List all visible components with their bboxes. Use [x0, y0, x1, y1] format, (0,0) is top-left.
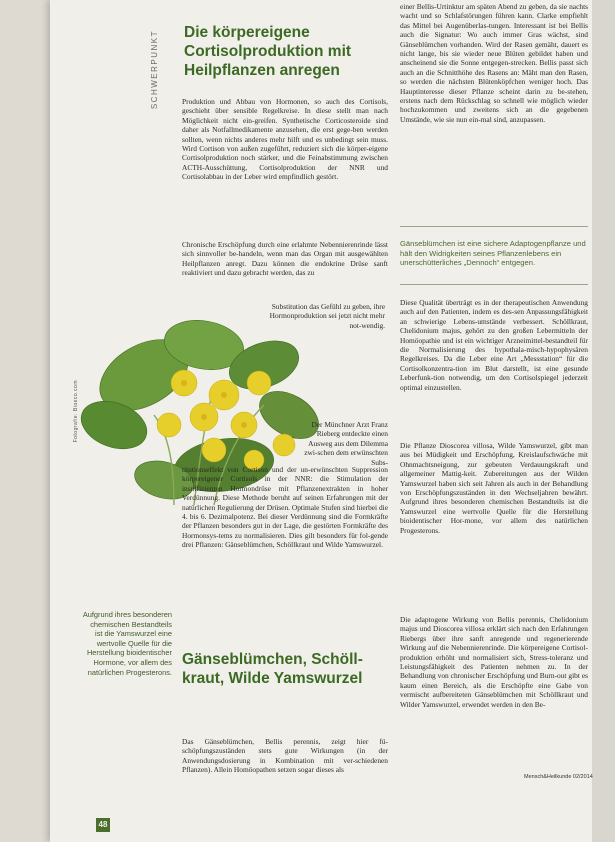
col1-paragraph-2: Chronische Erschöpfung durch eine erlahmte Nebennierenrinde lässt sich sinnvoller be-handeln, wenn man das Organ mit ausgewählten Heilpflanzen anregt. Dazu können die endokrine Drüse sanft reaktiviert und dazu gebracht werden, das zu [182, 240, 388, 278]
pull-quote: Gänseblümchen ist eine sichere Adaptogenpflanze und hält den Widrigkeiten seines Pflanzenlebens ein unerschütterliches „Dennoch“ entgegen. [400, 239, 586, 268]
article-subtitle: Gänseblümchen, Schöll-kraut, Wilde Yamswurzel [182, 651, 363, 687]
col2-paragraph-3: Die Pflanze Dioscorea villosa, Wilde Yamswurzel, gibt man aus bei Müdigkeit und Erschöpfung, Kreislaufschwäche mit Ohnmachtsneigung, zur gebeuten Verdauungskraft und allgemeiner Mattig-keit. Zubereitungen aus der Wilden Yamswurzel haben sich seit Jahren als auch in der Behandlung von Erschöpfungszuständen in den Wechseljahren bewährt. Aufgrund ihres besonderen chemischen Bestandteils ist die Yamswurzel eine wertvolle Quelle für die Herstellung bioidentischer Hor-mone, vor allem des natürlichen Progesterons. [400, 441, 588, 535]
page-number: 48 [96, 818, 110, 832]
col2-paragraph-2: Diese Qualität überträgt es in der therapeutischen Anwendung auch auf den Patienten, indem es des-sen Anpassungsfähigkeit an schwierige Lebens-umstände verbessert. Schöllkraut, Chelidonium majus, gehört zu den großen Lebermitteln der Homöopathie und ist ein wichtiger Arzneimittel-bestandteil für die Normalisierung des hypothala-misch-hypophysären Regelkreises. Da die Leber eine Art „Messstation“ für die Cortisolkonzentra-tion im Blut darstellt, ist eine gesunde Leberfunk-tion notwendig, um den Cortisolspiegel jederzeit optimal einzustellen. [400, 298, 588, 392]
quote-rule-bottom [400, 284, 588, 285]
article-title: Die körpereigene Cortisolproduktion mit Heilpflanzen anregen [184, 24, 352, 79]
col1-paragraph-6: Das Gänseblümchen, Bellis perennis, zeigt hier fü-schöpfungszuständen stets gute Wirkungen (in der Anwendungsdosierung in Kombination mit ver-schiedenen Pflanzen). Allein Homöopathen setzen sogar dieses als [182, 737, 388, 775]
col2-paragraph-4: Die adaptogene Wirkung von Bellis perennis, Chelidonium majus und Dioscorea villosa erklärt sich nach den Erfahrungen Riebergs über ihre sanft anregende und regenerierende Wirkung auf die Nebennierenrinde. Die körpereigene Cortisol-produktion erhöht und normalisiert sich, Stress-toleranz und Leistungsfähigkeit des Patienten nehmen zu. In der Behandlung von chronischer Erschöpfung und Burn-out gibt es kaum einen Bereich, als die Erschöpfte eine Gabe von vermischt aufbereiteten Gänseblümchen mit Schöllkraut und Wilder Yamswurzel, erwendet werden in den Be- [400, 615, 588, 709]
photo-credit: Fotografie: Bioeco.com [73, 380, 79, 443]
footer-issue: Mensch&Heilkunde 02/2014 [524, 774, 593, 780]
col2-paragraph-1: einer Bellis-Urtinktur am späten Abend zu geben, da sie nachts wacht und so Schlafstörungen führen kann. Clarke empfiehlt das Mittel bei Augenüberlas-tungen. Interessant ist bei Bellis auch die Signatur: Wo auch immer Gras wächst, sind Gänseblümchen vorhanden. Wird der Rasen gemäht, dauert es nicht lange, bis sie wieder neue Blüten gebildet haben und anscheinend sie die Sonne entgegen-strecken. Bellis passt sich auch an die Schnitthöhe des Rasens an: Mäht man den Rasen, so werden die nächsten Blütenköpfchen weniger hoch. Das Hauptinteresse dieser Pflanze scheint darin zu be-stehen, erstens nach dem Rückschlag so schnell wie möglich wieder hochzukommen und zweitens sich an die gegebenen Umstände, wie sie nun ein-mal sind, anzupassen. [400, 2, 588, 124]
blank-left-strip [0, 0, 50, 842]
page-gutter [592, 0, 615, 842]
quote-rule-top [400, 226, 588, 227]
section-label: SCHWERPUNKT [150, 30, 159, 110]
sidebar-note: Aufgrund ihres besonderen chemischen Bestandteils ist die Yamswurzel eine wertvolle Quelle für die Herstellung bioidentischer Hormone, vor allem des natürlichen Progesterons. [82, 610, 172, 677]
col1-paragraph-3: Substitution das Gefühl zu geben, ihre Hormonproduktion sei jetzt nicht mehr not-wendig. [269, 302, 385, 330]
col1-paragraph-1: Produktion und Abbau von Hormonen, so auch des Cortisols, geschieht über sensible Regelkreise. In diese stellt man nach Möglichkeit nicht ein-greifen. Synthetische Corticosteroide sind daher als Notfallmedikamente anzusehen, die erst gege-ben werden sollten, wenn nichts anderes mehr hilft und es unbedingt sein muss. Wird Cortison von außen zugeführt, reduziert sich die körper-eigene Cortisolproduktion noch stärker, und die Feinabstimmung zwischen ACTH-Ausschüttung, Cortisolproduktion der NNR und Cortisolabbau in der Leber wird empfindlich gestört. [182, 97, 388, 182]
col1-paragraph-4: Der Münchner Arzt Franz Rieberg entdeckte einen Ausweg aus dem Dilemma zwi-schen dem erwünschten Subs- [304, 420, 388, 467]
col1-paragraph-5: titutionseffekt von Cortison und der un-erwünschten Suppression körpereigener Cortisols in der NNR: die Stimulation der insuffizienten Hormondrüse mit Pflanzenextrakten in hoher Verdünnung. Diese Methode beruht auf seinen Erfahrungen mit der natürlichen Regulierung der Drüsen. Optimale Stufen sind hierbei die 4. bis 6. Dezimalpotenz. Bei dieser Verdünnung sind die Formkräfte der Pflanzen besonders gut in der Lage, die gestörten Formkräfte des Hormonsys-tems zu normalisieren. Dies gilt besonders für fol-gende drei Pflanzen: Gänseblümchen, Schöllkraut und Wilde Yamswurzel. [182, 465, 388, 550]
